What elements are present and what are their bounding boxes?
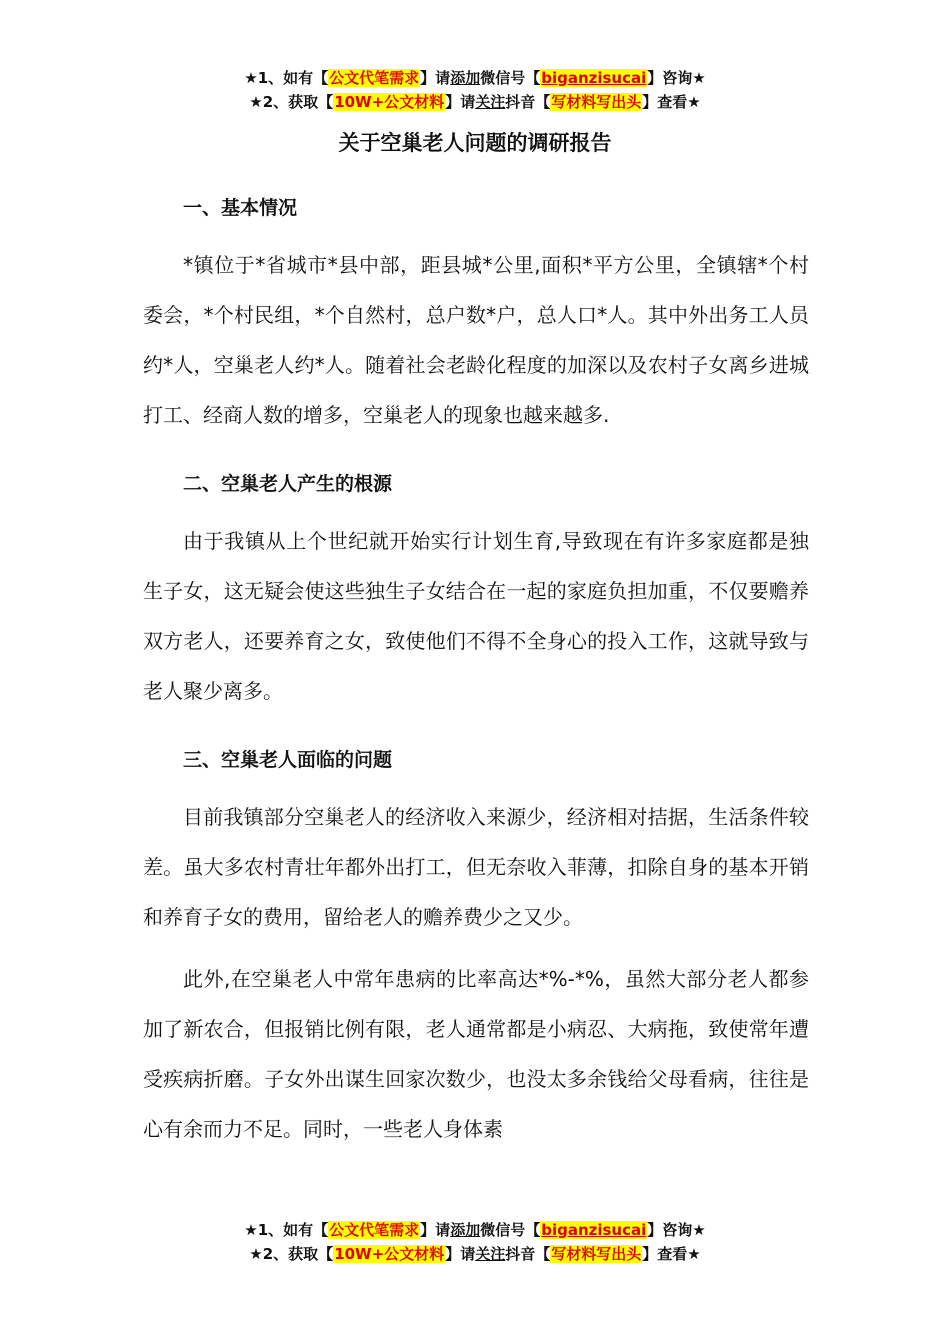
document-title: 关于空巢老人问题的调研报告: [338, 131, 612, 155]
header-banner: [0, 66, 950, 114]
paragraph: 此外,在空巢老人中常年患病的比率高达*%-*%，虽然大部分老人都参加了新农合，但报销比例有限，老人通常都是小病忍、大病拖，致使常年遭受疾病折磨。子女外出谋生回家次数少，也没太多余钱给父母看病，往往是心有余而力不足。同时，一些老人身体素: [143, 967, 809, 1141]
section-heading-basic-info: 一、基本情况: [183, 197, 298, 219]
banner-line-2: ★2、获取【10W+公文材料】请关注抖音【写材料写出头】查看★: [249, 93, 701, 111]
paragraph: *镇位于*省城市*县中部，距县城*公里,面积*平方公里，全镇辖*个村委会，*个村民组，*个自然村，总户数*户，总人口*人。其中外出务工人员约*人，空巢老人约*人。随着社会老龄化程度的加深以及农村子女离乡进城打工、经商人数的增多，空巢老人的现象也越来越多.: [143, 253, 809, 427]
highlight-wechat-id: biganzisucai: [541, 1221, 647, 1239]
footer-banner: [0, 1218, 950, 1266]
highlight-service: 公文代笔需求: [329, 1221, 420, 1239]
highlight-douyin-account: 写材料写出头: [551, 1245, 642, 1263]
highlight-wechat-id: biganzisucai: [541, 69, 647, 87]
highlight-materials: 10W+公文材料: [334, 93, 445, 111]
section-heading-root-causes: 二、空巢老人产生的根源: [183, 473, 393, 495]
document-body: [143, 188, 809, 1154]
highlight-service: 公文代笔需求: [329, 69, 420, 87]
banner-line-1: ★1、如有【公文代笔需求】请添加微信号【biganzisucai】咨询★: [244, 69, 706, 87]
paragraph: 目前我镇部分空巢老人的经济收入来源少，经济相对拮据，生活条件较差。虽大多农村青壮年都外出打工，但无奈收入菲薄，扣除自身的基本开销和养育子女的费用，留给老人的赡养费少之又少。: [143, 805, 809, 929]
paragraph: 由于我镇从上个世纪就开始实行计划生育,导致现在有许多家庭都是独生子女，这无疑会使这些独生子女结合在一起的家庭负担加重，不仅要赡养双方老人，还要养育之女，致使他们不得不全身心的投入工作，这就导致与老人聚少离多。: [143, 529, 809, 703]
highlight-douyin-account: 写材料写出头: [551, 93, 642, 111]
highlight-materials: 10W+公文材料: [334, 1245, 445, 1263]
banner-line-1: ★1、如有【公文代笔需求】请添加微信号【biganzisucai】咨询★: [244, 1221, 706, 1239]
banner-line-2: ★2、获取【10W+公文材料】请关注抖音【写材料写出头】查看★: [249, 1245, 701, 1263]
section-heading-problems: 三、空巢老人面临的问题: [183, 749, 393, 771]
